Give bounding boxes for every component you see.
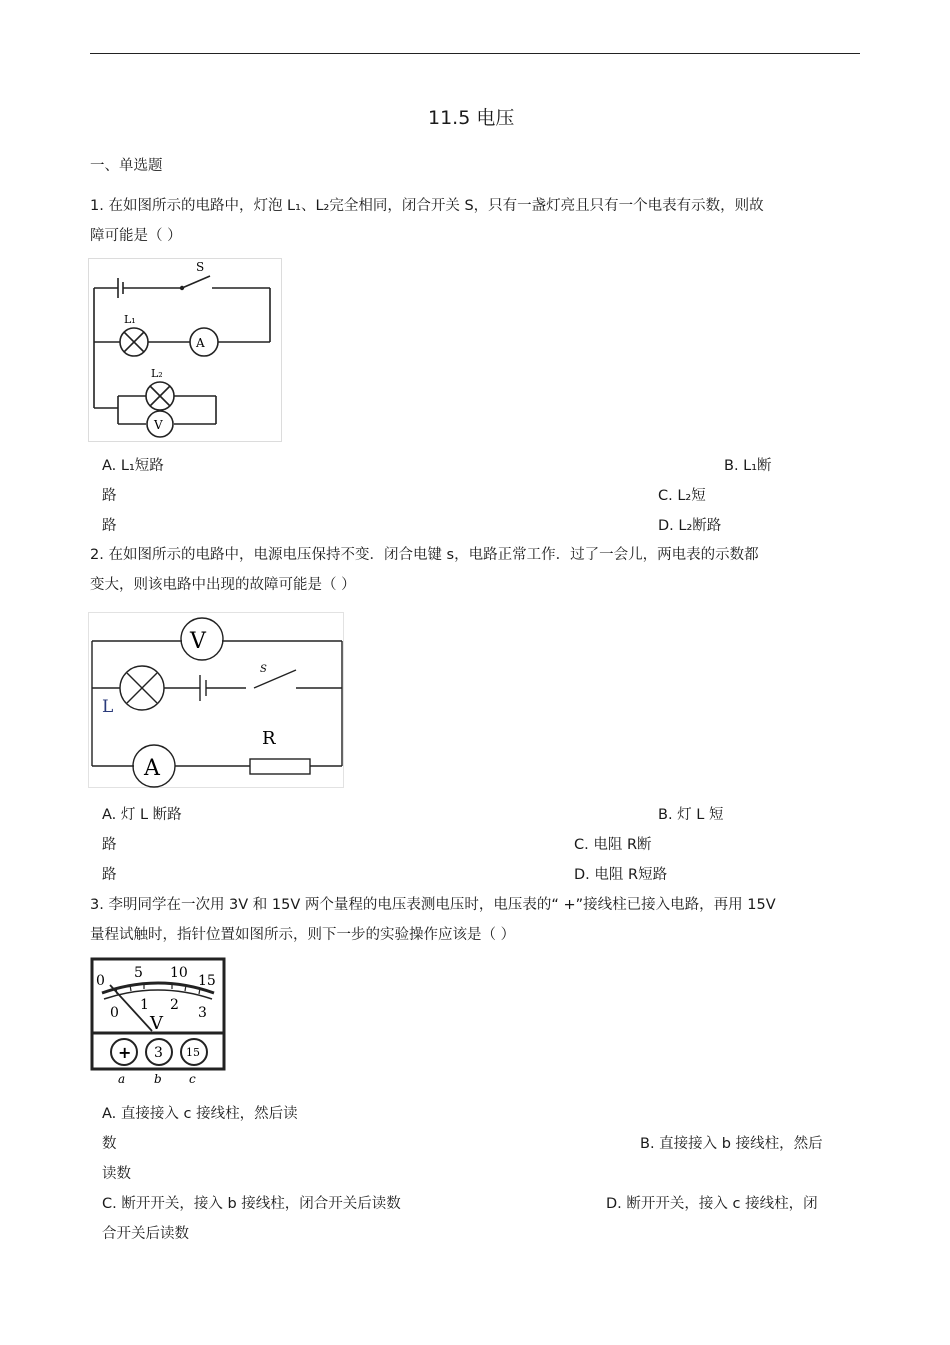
q3-terminal-15: 15 — [186, 1046, 200, 1059]
q2-resistor-label: R — [262, 728, 276, 749]
q2-option-a: A. 灯 L 断路 — [102, 807, 182, 823]
q1-lamp2-label: L₂ — [151, 367, 163, 380]
q1-option-b-wrap: 路 — [102, 488, 117, 504]
q1-stem-line1: 1. 在如图所示的电路中，灯泡 L₁、L₂完全相同，闭合开关 S，只有一盏灯亮且只有一个电表有示数，则故 — [90, 198, 764, 214]
q3-meter-v-label: V — [150, 1013, 163, 1034]
page-title: 11.5 电压 — [428, 107, 515, 129]
q2-ammeter-label: A — [144, 756, 160, 781]
q1-stem-line2: 障可能是（ ） — [90, 228, 182, 244]
q3-option-b-wrap: 读数 — [102, 1166, 131, 1182]
q1-ammeter-label: A — [196, 336, 205, 350]
q3-scale-top-0: 0 — [96, 973, 105, 989]
q3-option-a: A. 直接接入 c 接线柱，然后读 — [102, 1106, 298, 1122]
q3-terminal-b-label: b — [154, 1072, 162, 1086]
q3-option-b: B. 直接接入 b 接线柱，然后 — [640, 1136, 823, 1152]
q3-scale-top-5: 5 — [134, 965, 143, 981]
q3-scale-bottom-0: 0 — [110, 1005, 119, 1021]
q3-option-c: C. 断开开关，接入 b 接线柱，闭合开关后读数 — [102, 1196, 401, 1212]
q3-stem-line1: 3. 李明同学在一次用 3V 和 15V 两个量程的电压表测电压时，电压表的“ +”接线柱已接入电路，再用 15V — [90, 897, 776, 913]
q2-stem-line2: 变大，则该电路中出现的故障可能是（ ） — [90, 577, 356, 593]
q2-option-b: B. 灯 L 短 — [658, 807, 724, 823]
q1-option-b: B. L₁断 — [724, 458, 772, 474]
q1-option-c: C. L₂短 — [658, 488, 706, 504]
q1-option-a: A. L₁短路 — [102, 458, 164, 474]
q2-circuit-figure — [88, 612, 344, 788]
q2-switch-label: S — [260, 664, 267, 675]
q3-scale-top-10: 10 — [170, 965, 188, 981]
q2-option-d: D. 电阻 R短路 — [574, 867, 668, 883]
section-heading: 一、单选题 — [90, 158, 163, 174]
q1-circuit-figure — [88, 258, 282, 442]
q3-stem-line2: 量程试触时，指针位置如图所示，则下一步的实验操作应该是（ ） — [90, 927, 516, 943]
q3-voltmeter-figure — [88, 955, 228, 1087]
q3-terminal-3: 3 — [154, 1045, 163, 1061]
q3-terminal-plus: + — [118, 1043, 132, 1062]
q3-option-d-wrap: 合开关后读数 — [102, 1226, 189, 1242]
q2-lamp-label: L — [102, 697, 114, 717]
q3-terminal-a-label: a — [118, 1072, 126, 1086]
q1-option-c-wrap: 路 — [102, 518, 117, 534]
q2-option-b-wrap: 路 — [102, 837, 117, 853]
q1-switch-label: S — [196, 260, 205, 274]
q3-scale-bottom-1: 1 — [140, 997, 149, 1013]
q3-option-a-wrap: 数 — [102, 1136, 117, 1152]
q3-option-d: D. 断开开关，接入 c 接线柱，闭 — [606, 1196, 818, 1212]
q3-scale-bottom-3: 3 — [198, 1005, 207, 1021]
q1-voltmeter-label: V — [154, 418, 163, 432]
q1-option-d: D. L₂断路 — [658, 518, 722, 534]
q3-terminal-c-label: c — [189, 1072, 196, 1086]
q3-scale-top-15: 15 — [198, 973, 216, 989]
q2-option-c-wrap: 路 — [102, 867, 117, 883]
q2-option-c: C. 电阻 R断 — [574, 837, 652, 853]
q3-scale-bottom-2: 2 — [170, 997, 179, 1013]
q2-stem-line1: 2. 在如图所示的电路中，电源电压保持不变．闭合电键 s，电路正常工作．过了一会儿，两电表的示数都 — [90, 547, 759, 563]
q1-lamp1-label: L₁ — [124, 313, 136, 326]
q2-voltmeter-label: V — [190, 629, 206, 654]
header-rule — [90, 53, 860, 54]
